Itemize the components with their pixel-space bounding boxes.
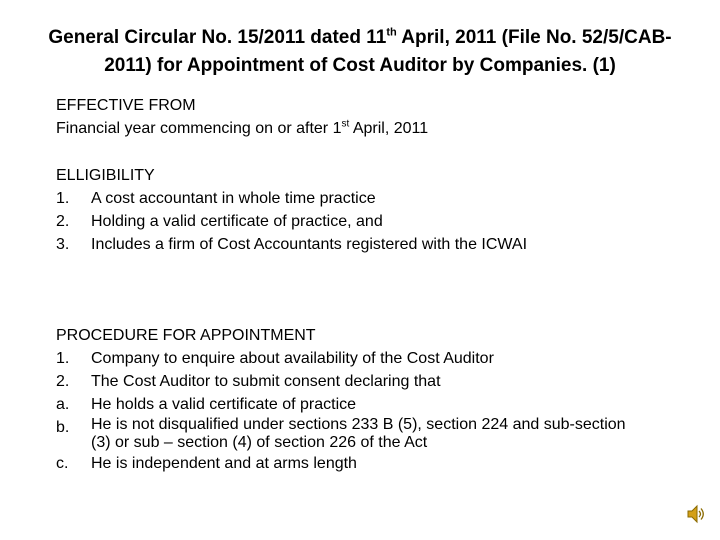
list-item-text: Company to enquire about availability of the Cost Auditor	[91, 350, 494, 367]
eligibility-heading: ELLIGIBILITY	[56, 167, 155, 184]
effective-line-part2: April, 2011	[349, 120, 429, 137]
list-item-text: He holds a valid certificate of practice	[91, 396, 357, 413]
list-item	[56, 370, 631, 393]
eligibility-list	[56, 187, 527, 256]
effective-line-part1: Financial year commencing on or after 1	[56, 120, 342, 137]
procedure-section	[56, 324, 631, 475]
effective-line-superscript: st	[341, 118, 350, 130]
list-item-text: He is not disqualified under sections 233 B (5), section 224 and sub-section (3) or sub – section (4) of section 226 of the Act	[91, 416, 626, 451]
effective-from-heading: EFFECTIVE FROM	[56, 97, 196, 114]
list-marker: 2.	[56, 213, 70, 230]
list-marker: a.	[56, 396, 70, 413]
list-marker: 3.	[56, 236, 70, 253]
list-marker: 1.	[56, 350, 70, 367]
title-text-part1: General Circular No. 15/2011 dated 11	[48, 27, 387, 48]
list-item	[56, 210, 527, 233]
title-superscript: th	[386, 26, 397, 39]
list-item-text: The Cost Auditor to submit consent declaring that	[91, 373, 441, 390]
list-item	[56, 393, 631, 416]
list-item	[56, 452, 631, 475]
list-item-text: Holding a valid certificate of practice, and	[91, 213, 383, 230]
list-item-text: A cost accountant in whole time practice	[91, 190, 376, 207]
list-marker: b.	[56, 419, 70, 436]
list-item	[56, 416, 631, 452]
effective-from-line	[56, 117, 428, 140]
procedure-heading: PROCEDURE FOR APPOINTMENT	[56, 327, 316, 344]
list-item-text: He is independent and at arms length	[91, 455, 357, 472]
eligibility-section	[56, 164, 527, 256]
list-item	[56, 233, 527, 256]
list-item	[56, 347, 631, 370]
list-marker: 1.	[56, 190, 70, 207]
procedure-list	[56, 347, 631, 475]
slide-title	[40, 24, 680, 80]
effective-from-section	[56, 94, 428, 140]
title-text-part2: April, 2011 (File No. 52/5/CAB-2011) for Appointment of Cost Auditor by Companies. (1)	[104, 27, 672, 76]
list-item	[56, 187, 527, 210]
list-item-text: Includes a firm of Cost Accountants registered with the ICWAI	[91, 236, 528, 253]
list-marker: 2.	[56, 373, 70, 390]
speaker-icon[interactable]	[686, 502, 706, 526]
list-marker: c.	[56, 455, 69, 472]
